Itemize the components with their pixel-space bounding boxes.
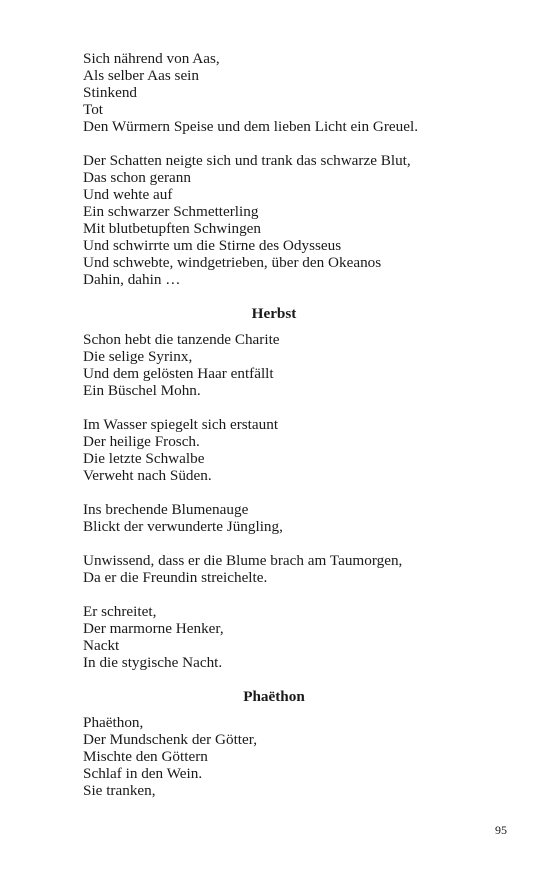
verse-line: Als selber Aas sein — [83, 67, 199, 84]
verse-line: Tot — [83, 101, 104, 118]
page-text — [83, 50, 513, 799]
stanza — [83, 501, 513, 535]
verse-line: Verweht nach Süden. — [83, 467, 212, 484]
verse-line: Schon hebt die tanzende Charite — [83, 331, 280, 348]
stanza — [83, 552, 513, 586]
verse-line: Der Schatten neigte sich und trank das schwarze Blut, — [83, 152, 411, 169]
poem-herbst — [83, 305, 513, 671]
stanza-gap — [83, 586, 513, 603]
verse-line: Mischte den Göttern — [83, 748, 208, 765]
verse-line: Und schwirrte um die Stirne des Odysseus — [83, 237, 342, 254]
verse-line: Und dem gelösten Haar entfällt — [83, 365, 274, 382]
verse-line: Der Mundschenk der Götter, — [83, 731, 257, 748]
stanza — [83, 331, 513, 399]
verse-line: Im Wasser spiegelt sich erstaunt — [83, 416, 279, 433]
verse-line: Ins brechende Blumenauge — [83, 501, 249, 518]
stanza — [83, 152, 513, 288]
verse-line: Er schreitet, — [83, 603, 157, 620]
verse-line: Sich nährend von Aas, — [83, 50, 220, 67]
poem-continued — [83, 50, 513, 288]
verse-line: Unwissend, dass er die Blume brach am Taumorgen, — [83, 552, 403, 569]
stanza — [83, 416, 513, 484]
verse-line: Ein schwarzer Schmetterling — [83, 203, 259, 220]
page-number: 95 — [495, 823, 507, 837]
verse-line: Das schon gerann — [83, 169, 191, 186]
stanza-gap — [83, 484, 513, 501]
poem-phaethon — [83, 688, 513, 799]
verse-line: In die stygische Nacht. — [83, 654, 223, 671]
verse-line: Sie tranken, — [83, 782, 156, 799]
poem-title: Phaëthon — [243, 688, 305, 705]
poem-title: Herbst — [251, 305, 297, 322]
stanza-gap — [83, 399, 513, 416]
verse-line: Und schwebte, windgetrieben, über den Okeanos — [83, 254, 382, 271]
verse-line: Schlaf in den Wein. — [83, 765, 203, 782]
verse-line: Nackt — [83, 637, 120, 654]
verse-line: Mit blutbetupften Schwingen — [83, 220, 262, 237]
verse-line: Der marmorne Henker, — [83, 620, 224, 637]
stanza — [83, 603, 513, 671]
stanza-gap — [83, 135, 513, 152]
verse-line: Die letzte Schwalbe — [83, 450, 205, 467]
verse-line: Ein Büschel Mohn. — [83, 382, 201, 399]
verse-line: Da er die Freundin streichelte. — [83, 569, 268, 586]
verse-line: Phaëthon, — [83, 714, 144, 731]
verse-line: Der heilige Frosch. — [83, 433, 200, 450]
verse-line: Und wehte auf — [83, 186, 173, 203]
stanza — [83, 50, 513, 135]
stanza — [83, 714, 513, 799]
verse-line: Blickt der verwunderte Jüngling, — [83, 518, 283, 535]
verse-line: Stinkend — [83, 84, 138, 101]
verse-line: Die selige Syrinx, — [83, 348, 193, 365]
verse-line: Den Würmern Speise und dem lieben Licht ein Greuel. — [83, 118, 419, 135]
stanza-gap — [83, 535, 513, 552]
verse-line: Dahin, dahin … — [83, 271, 181, 288]
